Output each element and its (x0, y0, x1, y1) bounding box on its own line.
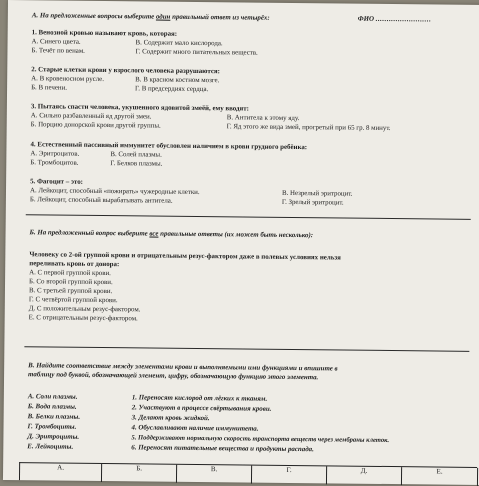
function-2: 2. Участвуют в процессе свёртывания крови. (131, 404, 272, 413)
question-5-option-g: Г. Зрелый эритроцит. (281, 198, 344, 207)
answer-cell-a[interactable] (20, 463, 102, 482)
question-1-title: 1. Венозной кровью называют кровь, которая: (31, 29, 178, 38)
question-2-option-v: В. В красном костном мозге. (135, 76, 220, 85)
part-b-header-all: все (149, 230, 159, 238)
question-1-option-v: В. Содержит мало кислорода. (135, 39, 223, 48)
part-b-option-b: Б. Со второй группой крови. (29, 278, 113, 287)
question-2-option-a: А. В кровеносном русле. (31, 75, 104, 84)
function-5: 5. Поддерживают нормальную скорость транспорта веществ через мембраны клеток. (131, 434, 390, 445)
question-3-title: 3. Пытаясь спасти человека, укушенного ядовитой змеёй, ему вводят: (30, 103, 249, 113)
fio-label: ФИО (357, 15, 375, 23)
part-b-header (30, 229, 314, 240)
question-2-option-g: Г. В предсердиях сердца. (135, 85, 209, 94)
part-b-option-a: А. С первой группой крови. (29, 269, 111, 278)
question-1-option-g: Г. Содержит много питательных веществ. (135, 48, 258, 57)
question-2-option-b: Б. В печени. (31, 84, 68, 92)
answer-table (19, 462, 477, 485)
divider-a-b (26, 214, 471, 220)
function-1: 1. Переносят кислород от лёгких к тканям. (131, 394, 268, 403)
part-c-header-line-1: В. Найдите соответствие между элементами крови и выполняемыми ими функциями и впишите в (28, 362, 338, 373)
function-4: 4. Обуславливают наличие иммунитета. (131, 424, 259, 433)
part-b-option-d: Д. С положительным резус-фактором. (28, 305, 141, 314)
answer-header-e: Е. (436, 467, 443, 476)
answer-header-a: А. (57, 463, 65, 472)
element-g: Г. Тромбоциты. (27, 423, 77, 431)
question-5-option-a: А. Лейкоцит, способный «пожирать» чужеродные клетки. (29, 187, 200, 197)
part-b-option-v: В. С третьей группой крови. (28, 287, 113, 296)
element-d: Д. Эритроциты. (27, 433, 80, 441)
answer-cell-d[interactable] (327, 466, 402, 485)
divider-b-c (24, 346, 469, 352)
part-b-question-line-1: Человеку со 2-ой группой крови и отрицательным резус-фактором даже в полевых условиях нельзя (29, 251, 341, 262)
answer-header-v: В. (210, 465, 218, 474)
question-1-option-a: А. Синего цвета. (31, 38, 81, 46)
part-b-header-text: Б. На предложенный вопрос выберите (29, 229, 148, 238)
question-4-option-v: В. Солей плазмы. (110, 151, 162, 159)
function-3: 3. Делают кровь жидкой. (131, 414, 210, 423)
question-4-title: 4. Естественный пассивный иммунитет обусловлен наличием в крови грудного ребёнка: (30, 141, 308, 152)
part-b-option-e: Е. С отрицательным резус-фактором. (28, 314, 138, 323)
part-a-header-one: один (155, 13, 171, 21)
worksheet-page (3, 0, 479, 485)
question-3-option-b: Б. Порцию донорской крови другой группы. (30, 121, 161, 130)
element-b: Б. Вода плазмы. (27, 403, 77, 411)
part-b-question-line-2: переливать кровь от донора: (29, 260, 120, 269)
part-c-header-line-2: таблицу под буквой, обозначающей элемент, цифру, обозначающую функцию этого элемента. (28, 371, 319, 382)
part-a-header-tail: правильный ответ из четырёх: (172, 13, 270, 22)
answer-header-g: Г. (286, 465, 292, 474)
answer-cell-g[interactable] (252, 466, 327, 485)
part-b-option-g: Г. С четвёртой группой крови. (28, 296, 118, 305)
part-a-header-text: А. На предложенные вопросы выберите (31, 12, 155, 21)
fio-dots: ......................... (375, 15, 432, 24)
part-b-header-tail: правильные ответы (их может быть несколько): (160, 230, 314, 240)
question-4-option-b: Б. Тромбоцитов. (30, 159, 79, 167)
question-5-title: 5. Фагоцит – это: (30, 178, 84, 186)
fio-field (358, 16, 432, 25)
question-1-option-b: Б. Течёт по венам. (31, 47, 85, 55)
question-4-option-g: Г. Белков плазмы. (110, 160, 163, 168)
question-3-option-g: Г. Яд этого же вида змей, прогретый при 65 гр. 8 минут. (226, 123, 391, 133)
question-5-option-b: Б. Лейкоцит, способный вырабатывать антитела. (29, 196, 173, 205)
answer-header-d: Д. (360, 466, 368, 475)
element-e: Е. Лейкоциты. (27, 443, 74, 451)
answer-header-b: Б. (136, 464, 143, 473)
question-3-option-a: А. Сильно разбавленный яд другой змеи. (30, 112, 152, 121)
function-6: 6. Переносят питательные вещества и продукты распада. (131, 444, 314, 454)
question-5-option-v: В. Незрелый эритроцит. (281, 189, 353, 198)
element-a: А. Соли плазмы. (27, 393, 78, 401)
question-4-option-a: А. Эритроцитов. (30, 150, 80, 158)
answer-cell-v[interactable] (177, 465, 252, 484)
question-2-title: 2. Старые клетки крови у взрослого человека разрушаются: (31, 66, 220, 76)
element-v: В. Белки плазмы. (27, 413, 81, 421)
part-a-header (32, 12, 270, 22)
question-3-option-v: В. Антитела к этому яду. (226, 114, 300, 123)
answer-cell-e[interactable] (402, 467, 478, 486)
